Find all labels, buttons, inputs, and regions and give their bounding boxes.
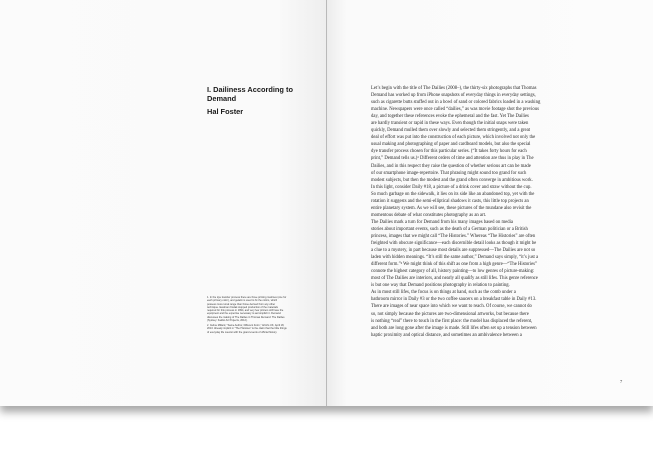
chapter-title: I. Dailiness According to Demand xyxy=(207,85,293,104)
body-line: rotation it suggests and the semi-elliptical shadows it casts, this little top projects an xyxy=(371,198,529,204)
body-line: Demand has worked up from iPhone snapshots of everyday things in everyday settings, xyxy=(371,93,536,99)
body-line: There are images of near space into which we want to reach. Of course, we cannot do xyxy=(371,304,532,310)
body-line: In this light, consider Daily #18, a picture of a drink cover and straw without the cup. xyxy=(371,184,532,190)
body-text xyxy=(371,85,635,339)
page-number: 7 xyxy=(620,379,623,384)
body-line: dye transfer process chosen for this particular series. (“It takes forty hours for each xyxy=(371,149,527,155)
body-line: are hardly transient or rapid in these ways. Even though the initial snaps were taken xyxy=(371,121,529,127)
body-line: usual making and photographing of paper and cardboard models, but also the special xyxy=(371,142,531,148)
body-line: is but one way that Demand positions photography in relation to painting. xyxy=(371,283,510,289)
body-line: bathroom mirror in Daily #3 or the two coffee saucers on a breakfast table in Daily #13. xyxy=(371,297,537,303)
body-line: stories about important events, such as the death of a German politician or a British xyxy=(371,226,528,232)
body-line: day, and together these references evoke the ephemeral and the fast. Yet The Dailies xyxy=(371,114,529,120)
footnote: 2. Celine Millard, "Same Author, Different Form," Artinfo UK, April 18, 2013. Already implicit in "The Histories" is the claim that the little things of everyday life coexist with the grand events of official history. xyxy=(207,324,287,334)
body-line: machine. Newspapers were once called “dailies,” as was movie footage shot the previous xyxy=(371,107,539,113)
body-line: The Dailies mark a turn for Demand from his many images based on media xyxy=(371,219,513,225)
body-line: of our smartphone image-repertoire. That phrasing might sound too grand for such xyxy=(371,170,527,176)
body-line: entire planetary system. As we will see, these pictures of the mundane also revisit the xyxy=(371,205,532,211)
body-line: quickly, Demand mulled them over slowly and selected them stringently, and a great xyxy=(371,128,530,134)
body-line: laden with hidden meanings. “It’s still the same author,” Demand says simply, “it’s just a xyxy=(371,255,539,261)
body-line: is nothing “real” there to touch in the first place: the model has displaced the referent, xyxy=(371,318,533,324)
footnotes xyxy=(207,296,287,336)
body-line: princess, images that we might call “The Histories.” Whereas “The Histories” are often xyxy=(371,233,536,239)
left-page xyxy=(0,0,326,406)
body-line: So much garbage on the sidewalk, it lies on its side like an abandoned top, yet with the xyxy=(371,191,535,197)
body-line: Dailies, and in this respect they raise the question of whether serious art can be made xyxy=(371,163,531,169)
chapter-author: Hal Foster xyxy=(207,106,244,116)
body-line: a clue to a mystery, in part because most details are suppressed—The Dailies are not so xyxy=(371,248,536,254)
body-line: so, not simply because the pictures are two-dimensional artworks, but because there xyxy=(371,311,529,317)
body-line: such as cigarette butts stuffed out in a bowl of sand or colored fabrics loaded in a washing xyxy=(371,100,541,106)
body-line: momentous debate of what constitutes photography as an art. xyxy=(371,212,487,218)
body-line: print,” Demand tells us.)¹ Different orders of time and attention are thus in play in The xyxy=(371,156,534,162)
body-line: connote the highest category of all, history painting—to low genres of picture-making: xyxy=(371,269,535,275)
body-line: deal of effort was put into the construction of each picture, which involved not only the xyxy=(371,135,536,141)
body-line: Let’s begin with the title of The Dailies (2008–), the thirty-six photographs that Thomas xyxy=(371,86,537,91)
body-line: modest subjects, but then the modest and the grand often converge in ambitious work. xyxy=(371,177,533,183)
body-line: most of The Dailies are interiors, and nearly all qualify as still lifes. This genre reference xyxy=(371,276,538,282)
body-line: haptic proximity and optical distance, and sometimes an ambivalence between a xyxy=(371,332,522,338)
body-line: different form.”² We might think of this shift as one from a high genre—“The Histories” xyxy=(371,262,538,268)
footnote: 1. In the dye transfer process there are three printing matrices (one for each primary color), and gelatin is used to fix the colors, which possess more tonal range than those derived from any other technique. Eastman Kodak stopped production of the materials required for this process in 1994, and very few printers still have the equipment and the expertise necessary to accomplish it. Demand discusses the making of The Dailies in Thomas Demand: The Dailies (Sydney: Kaldor Art Projects, 2012). xyxy=(207,296,287,322)
body-line: freighted with obscure significance—each discernible detail looks as though it might be xyxy=(371,241,537,247)
body-line: and both are long gone after the image is made. Still lifes often set up a tension between xyxy=(371,325,537,331)
chapter-heading xyxy=(207,85,319,116)
body-line: As in most still lifes, the focus is on things at hand, such as the comb under a xyxy=(371,290,516,296)
